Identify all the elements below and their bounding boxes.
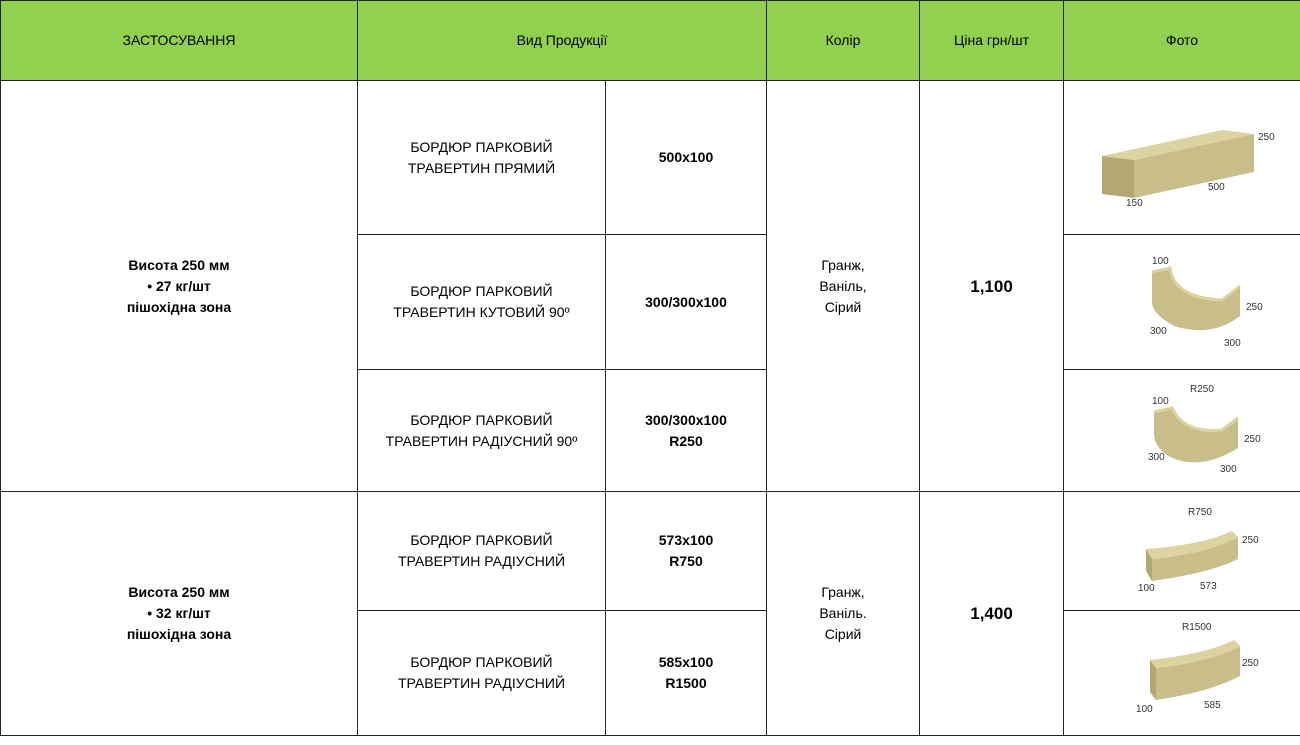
- application-cell: Висота 250 мм • 32 кг/шт пішохідна зона: [1, 492, 358, 736]
- photo-label: 300: [1224, 338, 1241, 349]
- header-price: Ціна грн/шт: [920, 1, 1064, 81]
- header-row: [1, 1, 1300, 81]
- radius-curb-r1500-image: [1082, 616, 1282, 731]
- photo-label: 250: [1242, 535, 1259, 546]
- straight-curb-image: [1082, 108, 1282, 208]
- photo-label: 300: [1220, 463, 1237, 475]
- photo-label: 300: [1148, 451, 1165, 463]
- price-cell: 1,100: [920, 81, 1064, 492]
- photo-label: 300: [1150, 326, 1167, 337]
- product-name: БОРДЮР ПАРКОВИЙ ТРАВЕРТИН РАДІУСНИЙ: [358, 611, 606, 736]
- photo-label: 100: [1136, 703, 1153, 715]
- photo-label: R750: [1188, 507, 1212, 518]
- radius-corner-curb-image: [1082, 376, 1282, 486]
- product-size: 300/300x100 R250: [606, 370, 767, 492]
- product-name: БОРДЮР ПАРКОВИЙ ТРАВЕРТИН КУТОВИЙ 90º: [358, 235, 606, 370]
- table-row: [1, 81, 1300, 235]
- product-name: БОРДЮР ПАРКОВИЙ ТРАВЕРТИН РАДІУСНИЙ 90º: [358, 370, 606, 492]
- product-photo: [1064, 492, 1300, 611]
- corner-curb-image: [1082, 252, 1282, 352]
- photo-label: 100: [1152, 256, 1169, 267]
- photo-label: 585: [1204, 699, 1221, 711]
- application-cell: Висота 250 мм • 27 кг/шт пішохідна зона: [1, 81, 358, 492]
- header-product-type: Вид Продукції: [358, 1, 767, 81]
- photo-label: R1500: [1182, 621, 1212, 633]
- color-cell: Гранж, Ваніль. Сірий: [767, 492, 920, 736]
- product-name: БОРДЮР ПАРКОВИЙ ТРАВЕРТИН ПРЯМИЙ: [358, 81, 606, 235]
- product-size: 500x100: [606, 81, 767, 235]
- photo-label: 500: [1208, 181, 1225, 193]
- product-size: 585x100 R1500: [606, 611, 767, 736]
- product-photo: [1064, 370, 1300, 492]
- photo-label: 150: [1126, 197, 1143, 208]
- product-photo: [1064, 235, 1300, 370]
- header-color: Колір: [767, 1, 920, 81]
- photo-label: 250: [1242, 657, 1259, 669]
- product-size: 300/300x100: [606, 235, 767, 370]
- product-photo: [1064, 611, 1300, 736]
- photo-label: 250: [1246, 302, 1263, 313]
- table-row: [1, 492, 1300, 611]
- product-photo: [1064, 81, 1300, 235]
- radius-curb-r750-image: [1082, 501, 1282, 601]
- photo-label: R250: [1190, 383, 1214, 395]
- product-name: БОРДЮР ПАРКОВИЙ ТРАВЕРТИН РАДІУСНИЙ: [358, 492, 606, 611]
- color-cell: Гранж, Ваніль, Сірий: [767, 81, 920, 492]
- price-cell: 1,400: [920, 492, 1064, 736]
- photo-label: 250: [1244, 433, 1261, 445]
- photo-label: 573: [1200, 581, 1217, 592]
- photo-label: 250: [1258, 131, 1275, 143]
- photo-label: 100: [1138, 583, 1155, 594]
- header-application: ЗАСТОСУВАННЯ: [1, 1, 358, 81]
- header-photo: Фото: [1064, 1, 1300, 81]
- photo-label: 100: [1152, 395, 1169, 407]
- product-size: 573x100 R750: [606, 492, 767, 611]
